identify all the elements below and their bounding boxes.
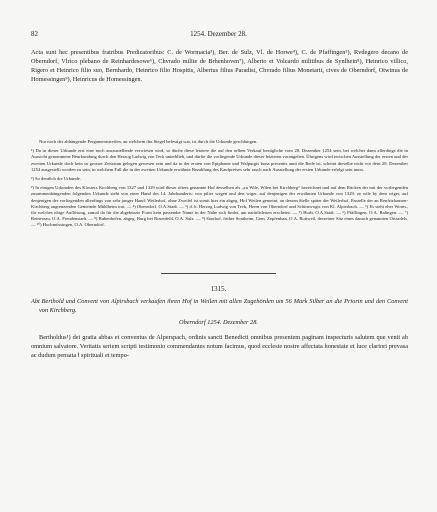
footnote-2: ²) So deutlich die Urkunde.	[31, 176, 81, 182]
charter-dateline: Oberndorf 1254. Dezember 28.	[179, 319, 258, 326]
seal-note: Nur noch der abhängende Pergamentstreifen, an welchem das Siegel befestigt war, ist durch die Urkunde geschlungen.	[39, 139, 258, 144]
charter-body	[31, 333, 408, 360]
witness-paragraph	[31, 48, 408, 84]
footnote-3: ³) In einigen Urkunden des Klosters Kirchberg von 1327 und 1329 wird dieser öfters genannte Hof desselben als „zu Wile, Wilen bei Kirchberg“ bezeichnet und auf dem Rücken der mit der vorliegenden zusammenhängenden folgenden Urkunde steht von einer Hand des 14. Jahrhunderts: von pilier wegen ond den wiger, auf denjenigen der erwähnten Urkunde von 1329: ze wile by dem wiger, auf denjenigen der vorliegenden allerdings von sehr junger Hand: Weilerhof, ohne Zweifel ist somit hier ein abgeg. Hof Weilen gemeint, an dessen Stelle später der Weilerhof, Parzelle der an Renfrizhausen-Kirchberg angrenzenden Gemeinde Mühlheim trat. — ⁴) Oberndorf, O.A.Stadt. — ⁵) d. h. Herzog Ludwig von Teck, Herrn von Oberndorf und Schirmvogts von Kl. Alpirsbach. — ⁶) Es steht eher Worm., für welches obige Auflösung, zumal da für die abgekürzte Form kein passender Name in der Nähe sich findet, am natürlichsten erscheint. — ⁵) Horb, O.A.Stadt. — ⁶) Pfäffingen, O.A. Balingen. — ⁷) Reinerzau, O.A. Freudenstadt. — ⁸) Bubenhofen, abgeg. Burg bei Rosenfeld, O.A. Sulz. — ⁹) Sonthof, früher Sontheim, Gem. Zepfenhan, O.A. Rottweil, derzeiner Sitz eines danach genannten Ortsadels. — ¹⁰) Hochmössingen, O.A. Oberndorf.	[31, 185, 408, 228]
charter-number: 1315.	[210, 285, 227, 293]
page-header	[31, 29, 406, 39]
page-number: 82	[31, 30, 38, 38]
running-title: 1254. Dezember 28.	[190, 30, 247, 38]
footnote-1: ¹) Da in dieser Urkunde erst eine noch auszustellende verwiesen wird, so dürfte diese letztere die auf den selben Verkauf bezügliche vom 28. Dezember 1254 sein, bei welcher dann allerdings die in Aussicht genommene Beurkundung durch den Herzog Ludwig von Teck unterblieb, und dürfte die vorliegende Urkunde dieser letzteren vorangehen. Übrigens wird zwischen Ausstellung der ersten und der zweiten Urkunde doch kein so grosser Zeitraum gelegen gewesen sein und da in der ersten von Epiphanie und Walpurgis bona presentis anni die Rede ist, scheint dieselbe nicht vor dem 28. Dezember 1254 ausgestellt worden zu sein, in welchem Fall die in der zweiten Urkunde erwähnte Bezahlung des Kaufpreises sehr rasch nach Ausstellung der ersten Urkunde erfolgt sein muss.	[31, 148, 408, 172]
footnotes	[31, 139, 408, 229]
regest-text: Abt Berthold und Convent von Alpirsbach verkaufen ihren Hof in Weilen mit allen Zugehörden um 56 Mark Silber an die Priorin und den Convent von Kirchberg.	[31, 298, 408, 314]
charter-regest	[31, 297, 408, 315]
witness-list: Acta sunt hec presentibus fratribus Predicatoribus: C. de Wormacia³), Ber. de Sulz, Vl. de Horwe⁴), C. de Pfaffingen⁵), Rvdegero decano de Oberndorf, Vlrico plebano de Reinhardesowe⁶), Chvrado milite de Brhenhoven⁷), Alberto et Volcardo militibus de Synlhein⁸), Heinrico villico, Rigero et Heinrico filio suo, Bernhardo, Heinrico filio Hospitis, Albertus filius Paradisi, Chvrado filius Monetarii, cives de Oberndorf, Otwinus de Homessingen⁹), Heinricus de Homessingen.	[31, 49, 408, 83]
section-divider	[161, 273, 276, 274]
charter-text: Bertholdus¹) dei gratia abbas et conventus de Alperspach, ordinis sancti Benedicti omnibus presentem paginam inspecturis salutem que venit ab omnium salvatore. Veritatis seriem scripti testimonio commendantes notum facimus, quod ecclesie nostre affectata honestate et luce clariori prevasa ac dudum pensata ‖ spirituali et tempo-	[31, 334, 408, 359]
